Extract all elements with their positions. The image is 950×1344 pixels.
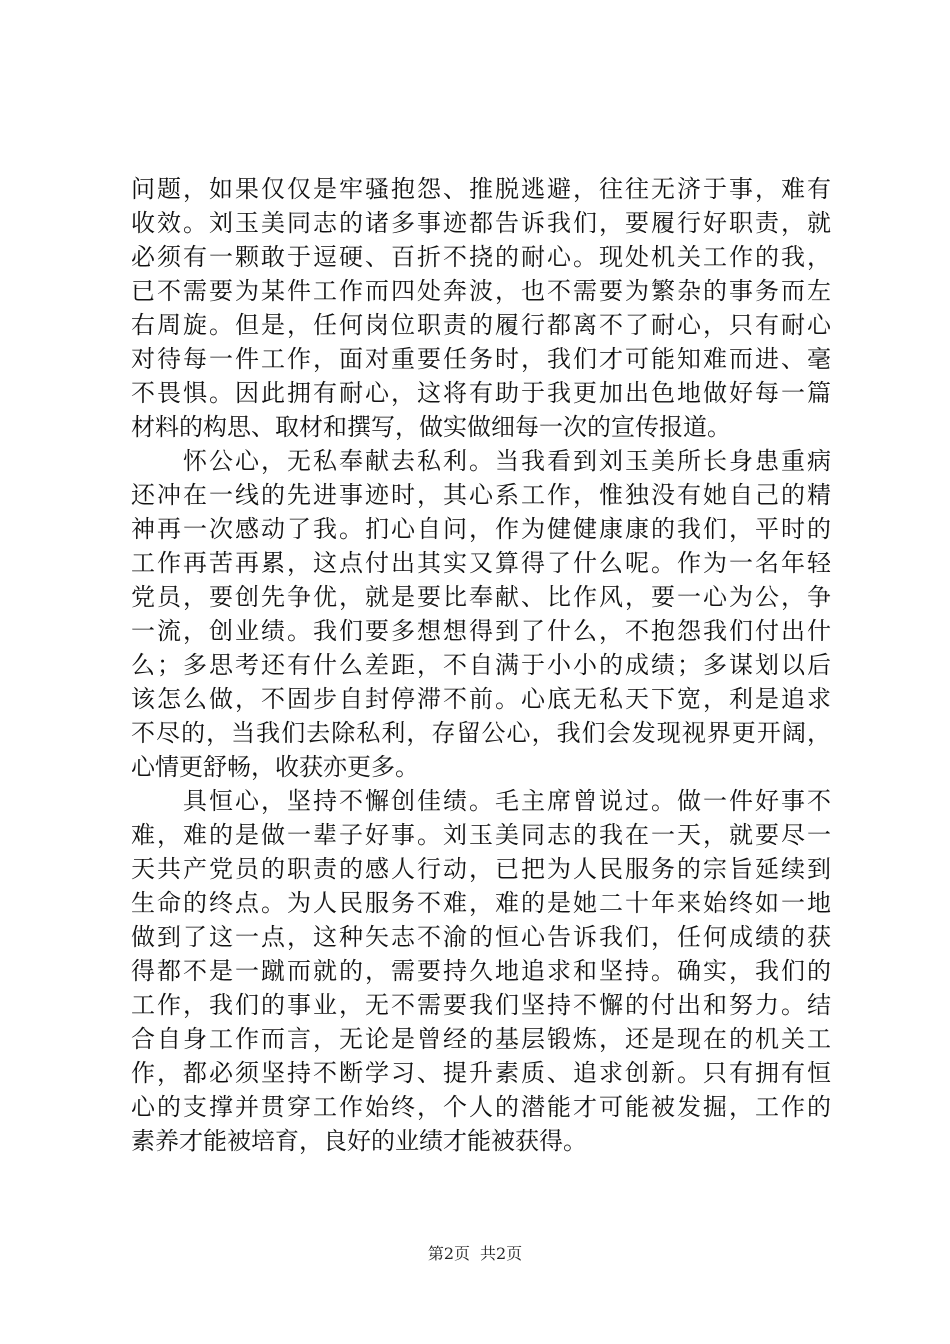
text-line: 工作再苦再累，这点付出其实又算得了什么呢。作为一名年轻: [131, 549, 831, 577]
text-line: 该怎么做，不固步自封停滞不前。心底无私天下宽，利是追求: [131, 685, 831, 713]
text-line: 右周旋。但是，任何岗位职责的履行都离不了耐心，只有耐心: [131, 311, 831, 339]
text-line: 不畏惧。因此拥有耐心，这将有助于我更加出色地做好每一篇: [131, 379, 831, 407]
text-line: 工作，我们的事业，无不需要我们坚持不懈的付出和努力。结: [131, 991, 831, 1019]
text-line: 还冲在一线的先进事迹时，其心系工作，惟独没有她自己的精: [131, 481, 831, 509]
text-line: 作，都必须坚持不断学习、提升素质、追求创新。只有拥有恒: [131, 1059, 831, 1087]
text-line: 合自身工作而言，无论是曾经的基层锻炼，还是现在的机关工: [131, 1025, 831, 1053]
text-line: 天共产党员的职责的感人行动，已把为人民服务的宗旨延续到: [131, 855, 831, 883]
text-line: 心情更舒畅，收获亦更多。: [131, 753, 419, 781]
text-line: 做到了这一点，这种矢志不渝的恒心告诉我们，任何成绩的获: [131, 923, 831, 951]
text-line: 难，难的是做一辈子好事。刘玉美同志的我在一天，就要尽一: [131, 821, 831, 849]
text-line: 不尽的，当我们去除私利，存留公心，我们会发现视界更开阔，: [131, 719, 831, 747]
text-line: 一流，创业绩。我们要多想想得到了什么，不抱怨我们付出什: [131, 617, 831, 645]
text-line: 心的支撑并贯穿工作始终，个人的潜能才可能被发掘，工作的: [131, 1093, 831, 1121]
text-line: 具恒心，坚持不懈创佳绩。毛主席曾说过。做一件好事不: [131, 787, 831, 815]
document-body: [131, 172, 831, 1158]
text-line: 问题，如果仅仅是牢骚抱怨、推脱逃避，往往无济于事，难有: [131, 175, 831, 203]
text-line: 对待每一件工作，面对重要任务时，我们才可能知难而进、毫: [131, 345, 831, 373]
text-line: 素养才能被培育，良好的业绩才能被获得。: [131, 1127, 587, 1155]
text-line: 么；多思考还有什么差距，不自满于小小的成绩；多谋划以后: [131, 651, 831, 679]
text-line: 怀公心，无私奉献去私利。当我看到刘玉美所长身患重病: [131, 447, 831, 475]
text-line: 收效。刘玉美同志的诸多事迹都告诉我们，要履行好职责，就: [131, 209, 831, 237]
text-line: 已不需要为某件工作而四处奔波，也不需要为繁杂的事务而左: [131, 277, 831, 305]
text-line: 必须有一颗敢于逗硬、百折不挠的耐心。现处机关工作的我，: [131, 243, 831, 271]
text-line: 材料的构思、取材和撰写，做实做细每一次的宣传报道。: [131, 413, 731, 441]
text-line: 党员，要创先争优，就是要比奉献、比作风，要一心为公，争: [131, 583, 831, 611]
text-line: 神再一次感动了我。扪心自问，作为健健康康的我们，平时的: [131, 515, 831, 543]
text-line: 生命的终点。为人民服务不难，难的是她二十年来始终如一地: [131, 889, 831, 917]
page-footer: [0, 1243, 950, 1265]
page-total: 共2页: [480, 1244, 523, 1263]
page-number: 第2页: [427, 1244, 470, 1263]
text-line: 得都不是一蹴而就的，需要持久地追求和坚持。确实，我们的: [131, 957, 831, 985]
